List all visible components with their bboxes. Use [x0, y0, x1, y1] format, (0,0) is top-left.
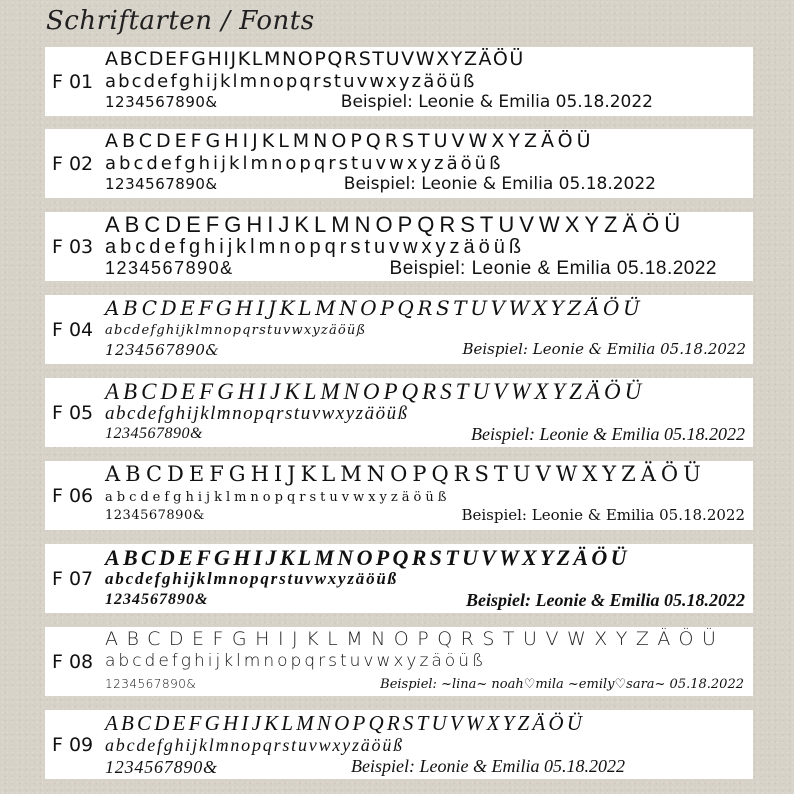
font-code: F 08 [52, 650, 94, 673]
digits-sample: 1234567890& [105, 258, 234, 278]
font-sample-f05[interactable] [45, 378, 753, 447]
uppercase-sample: ABCDEFGHIJKLMNOPQRSTUVWXYZÄÖÜ [105, 48, 525, 70]
lowercase-sample: abcdefghijklmnopqrstuvwxyzäöüß [105, 71, 477, 92]
example-text: Beispiel: Leonie & Emilia 05.18.2022 [466, 590, 745, 610]
font-sample-f06[interactable] [45, 461, 753, 530]
digits-sample: 1234567890& [105, 508, 205, 523]
lowercase-sample: abcdefghijklmnopqrstuvwxyzäöüß [105, 403, 409, 424]
digits-sample: 1234567890& [105, 175, 218, 193]
uppercase-sample: ABCDEFGHIJKLMNOPQRSTUVWXYZÄÖÜ [105, 379, 646, 404]
lowercase-sample: abcdefghijklmnopqrstuvwxyzäöüß [105, 236, 526, 258]
font-code: F 06 [52, 484, 94, 507]
example-text: Beispiel: Leonie & Emilia 05.18.2022 [471, 424, 745, 444]
lowercase-sample: abcdefghijklmnopqrstuvwxyzäöüß [105, 651, 487, 671]
lowercase-sample: abcdefghijklmnopqrstuvwxyzäöüß [105, 735, 404, 755]
uppercase-sample: ABCDEFGHIJKLMNOPQRSTUVWXYZÄÖÜ [105, 462, 706, 486]
font-code: F 09 [52, 733, 94, 756]
digits-sample: 1234567890& [105, 757, 218, 777]
example-text: Beispiel: Leonie & Emilia 05.18.2022 [343, 174, 656, 194]
example-text: Beispiel: Leonie & Emilia 05.18.2022 [340, 92, 653, 112]
digits-sample: 1234567890& [105, 93, 218, 111]
uppercase-sample: ABCDEFGHIJKLMNOPQRSTUVWXYZÄÖÜ [105, 628, 725, 650]
font-code: F 05 [52, 401, 94, 424]
font-sample-f08[interactable] [45, 627, 753, 696]
digits-sample: 1234567890& [105, 341, 220, 359]
font-sample-f01[interactable] [45, 47, 753, 116]
digits-sample: 1234567890& [105, 425, 203, 442]
digits-sample: 1234567890& [105, 591, 209, 608]
font-sample-f07[interactable] [45, 544, 753, 613]
uppercase-sample: ABCDEFGHIJKLMNOPQRSTUVWXYZÄÖÜ [105, 296, 644, 320]
uppercase-sample: ABCDEFGHIJKLMNOPQRSTUVWXYZÄÖÜ [105, 130, 595, 152]
example-text: Beispiel: Leonie & Emilia 05.18.2022 [351, 756, 625, 776]
uppercase-sample: ABCDEFGHIJKLMNOPQRSTUVWXYZÄÖÜ [105, 711, 586, 735]
uppercase-sample: ABCDEFGHIJKLMNOPQRSTUVWXYZÄÖÜ [105, 545, 630, 570]
digits-sample: 1234567890& [105, 677, 197, 691]
example-text: Beispiel: Leonie & Emilia 05.18.2022 [462, 340, 746, 358]
font-code: F 07 [52, 567, 94, 590]
font-sample-f09[interactable] [45, 710, 753, 779]
uppercase-sample: ABCDEFGHIJKLMNOPQRSTUVWXYZÄÖÜ [105, 212, 686, 237]
lowercase-sample: abcdefghijklmnopqrstuvwxyzäöüß [105, 569, 398, 588]
example-text: Beispiel: ~lina~ noah♡mila ~emily♡sara~ 05.18.2022 [380, 677, 744, 692]
font-sample-f03[interactable] [45, 212, 753, 281]
example-text: Beispiel: Leonie & Emilia 05.18.2022 [461, 506, 745, 524]
lowercase-sample: abcdefghijklmnopqrstuvwxyzäöüß [105, 490, 451, 505]
font-code: F 02 [52, 152, 94, 175]
example-text: Beispiel: Leonie & Emilia 05.18.2022 [389, 258, 717, 279]
font-code: F 04 [52, 318, 94, 341]
page-title: Schriftarten / Fonts [46, 6, 315, 36]
font-code: F 03 [52, 235, 94, 258]
lowercase-sample: abcdefghijklmnopqrstuvwxyzäöüß [105, 323, 367, 338]
font-sample-f04[interactable] [45, 295, 753, 364]
font-code: F 01 [52, 70, 94, 93]
font-sample-f02[interactable] [45, 129, 753, 198]
lowercase-sample: abcdefghijklmnopqrstuvwxyzäöüß [105, 153, 504, 174]
